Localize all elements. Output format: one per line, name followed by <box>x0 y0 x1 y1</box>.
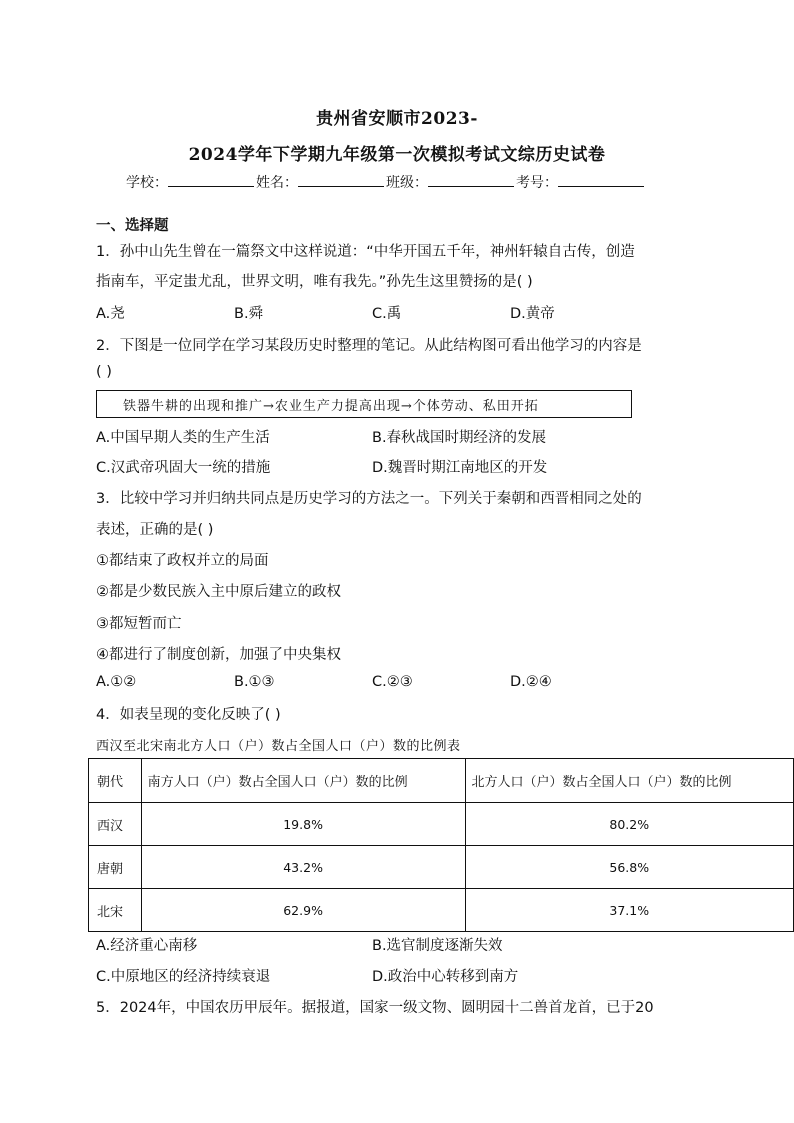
name-label: 姓名： <box>256 175 298 191</box>
name-blank <box>298 172 384 187</box>
q3-line-1: 3．比较中学习并归纳共同点是历史学习的方法之一。下列关于秦朝和西晋相同之处的 <box>96 491 642 507</box>
q1-option-b: B.舜 <box>234 306 264 322</box>
q2-option-a: A.中国早期人类的生产生活 <box>96 430 270 446</box>
header-south: 南方人口（户）数占全国人口（户）数的比例 <box>141 759 465 803</box>
row-south-value: 19.8% <box>141 803 465 846</box>
row-south-value: 62.9% <box>141 889 465 932</box>
q3-option-d: D.②④ <box>510 674 552 690</box>
header-north: 北方人口（户）数占全国人口（户）数的比例 <box>465 759 793 803</box>
section-heading: 一、选择题 <box>96 218 169 234</box>
class-blank <box>428 172 514 187</box>
row-north-value: 80.2% <box>465 803 793 846</box>
row-south-value: 43.2% <box>141 846 465 889</box>
q1-option-d: D.黄帝 <box>510 306 555 322</box>
q3-option-b: B.①③ <box>234 674 275 690</box>
row-dynasty: 西汉 <box>89 803 142 846</box>
header-dynasty: 朝代 <box>89 759 142 803</box>
school-blank <box>168 172 254 187</box>
student-info-row <box>126 172 646 192</box>
class-label: 班级： <box>386 175 428 191</box>
number-blank <box>558 172 644 187</box>
q3-item-2: ②都是少数民族入主中原后建立的政权 <box>96 584 341 600</box>
q2-option-c: C.汉武帝巩固大一统的措施 <box>96 460 271 476</box>
table-caption: 西汉至北宋南北方人口（户）数占全国人口（户）数的比例表 <box>96 739 461 754</box>
row-north-value: 37.1% <box>465 889 793 932</box>
q1-option-a: A.尧 <box>96 306 125 322</box>
q1-line-1: 1．孙中山先生曾在一篇祭文中这样说道：“中华开国五千年，神州轩辕自古传，创造 <box>96 244 635 260</box>
q3-option-a: A.①② <box>96 674 137 690</box>
q3-option-c: C.②③ <box>372 674 413 690</box>
q1-line-2: 指南车，平定蚩尤乱，世界文明，唯有我先。”孙先生这里赞扬的是( ) <box>96 274 533 290</box>
table-row <box>89 846 794 889</box>
table-header-row <box>89 759 794 803</box>
q2-line-2: ( ) <box>96 364 112 380</box>
number-label: 考号： <box>516 175 558 191</box>
q2-line-1: 2．下图是一位同学在学习某段历史时整理的笔记。从此结构图可看出他学习的内容是 <box>96 338 642 354</box>
population-table <box>88 758 794 932</box>
q3-line-2: 表述，正确的是( ) <box>96 522 214 538</box>
row-dynasty: 唐朝 <box>89 846 142 889</box>
q4-option-d: D.政治中心转移到南方 <box>372 969 519 985</box>
q1-option-c: C.禹 <box>372 306 402 322</box>
q4-option-b: B.选官制度逐渐失效 <box>372 938 503 954</box>
q5-line-1: 5．2024年，中国农历甲辰年。据报道，国家一级文物、圆明园十二兽首龙首，已于20 <box>96 1000 654 1016</box>
q3-item-3: ③都短暂而亡 <box>96 616 182 632</box>
q2-option-d: D.魏晋时期江南地区的开发 <box>372 460 548 476</box>
q3-item-1: ①都结束了政权并立的局面 <box>96 553 269 569</box>
q4-option-a: A.经济重心南移 <box>96 938 198 954</box>
table-row <box>89 803 794 846</box>
q2-option-b: B.春秋战国时期经济的发展 <box>372 430 547 446</box>
row-dynasty: 北宋 <box>89 889 142 932</box>
notes-structure-box: 铁器牛耕的出现和推广→农业生产力提高出现→个体劳动、私田开拓 <box>96 390 632 418</box>
title-line-2: 2024学年下学期九年级第一次模拟考试文综历史试卷 <box>188 145 606 165</box>
q4-option-c: C.中原地区的经济持续衰退 <box>96 969 271 985</box>
row-north-value: 56.8% <box>465 846 793 889</box>
table-row <box>89 889 794 932</box>
q3-item-4: ④都进行了制度创新，加强了中央集权 <box>96 647 341 663</box>
school-label: 学校： <box>126 175 168 191</box>
title-line-1: 贵州省安顺市2023- <box>316 109 478 129</box>
q4-line-1: 4．如表呈现的变化反映了( ) <box>96 707 281 723</box>
